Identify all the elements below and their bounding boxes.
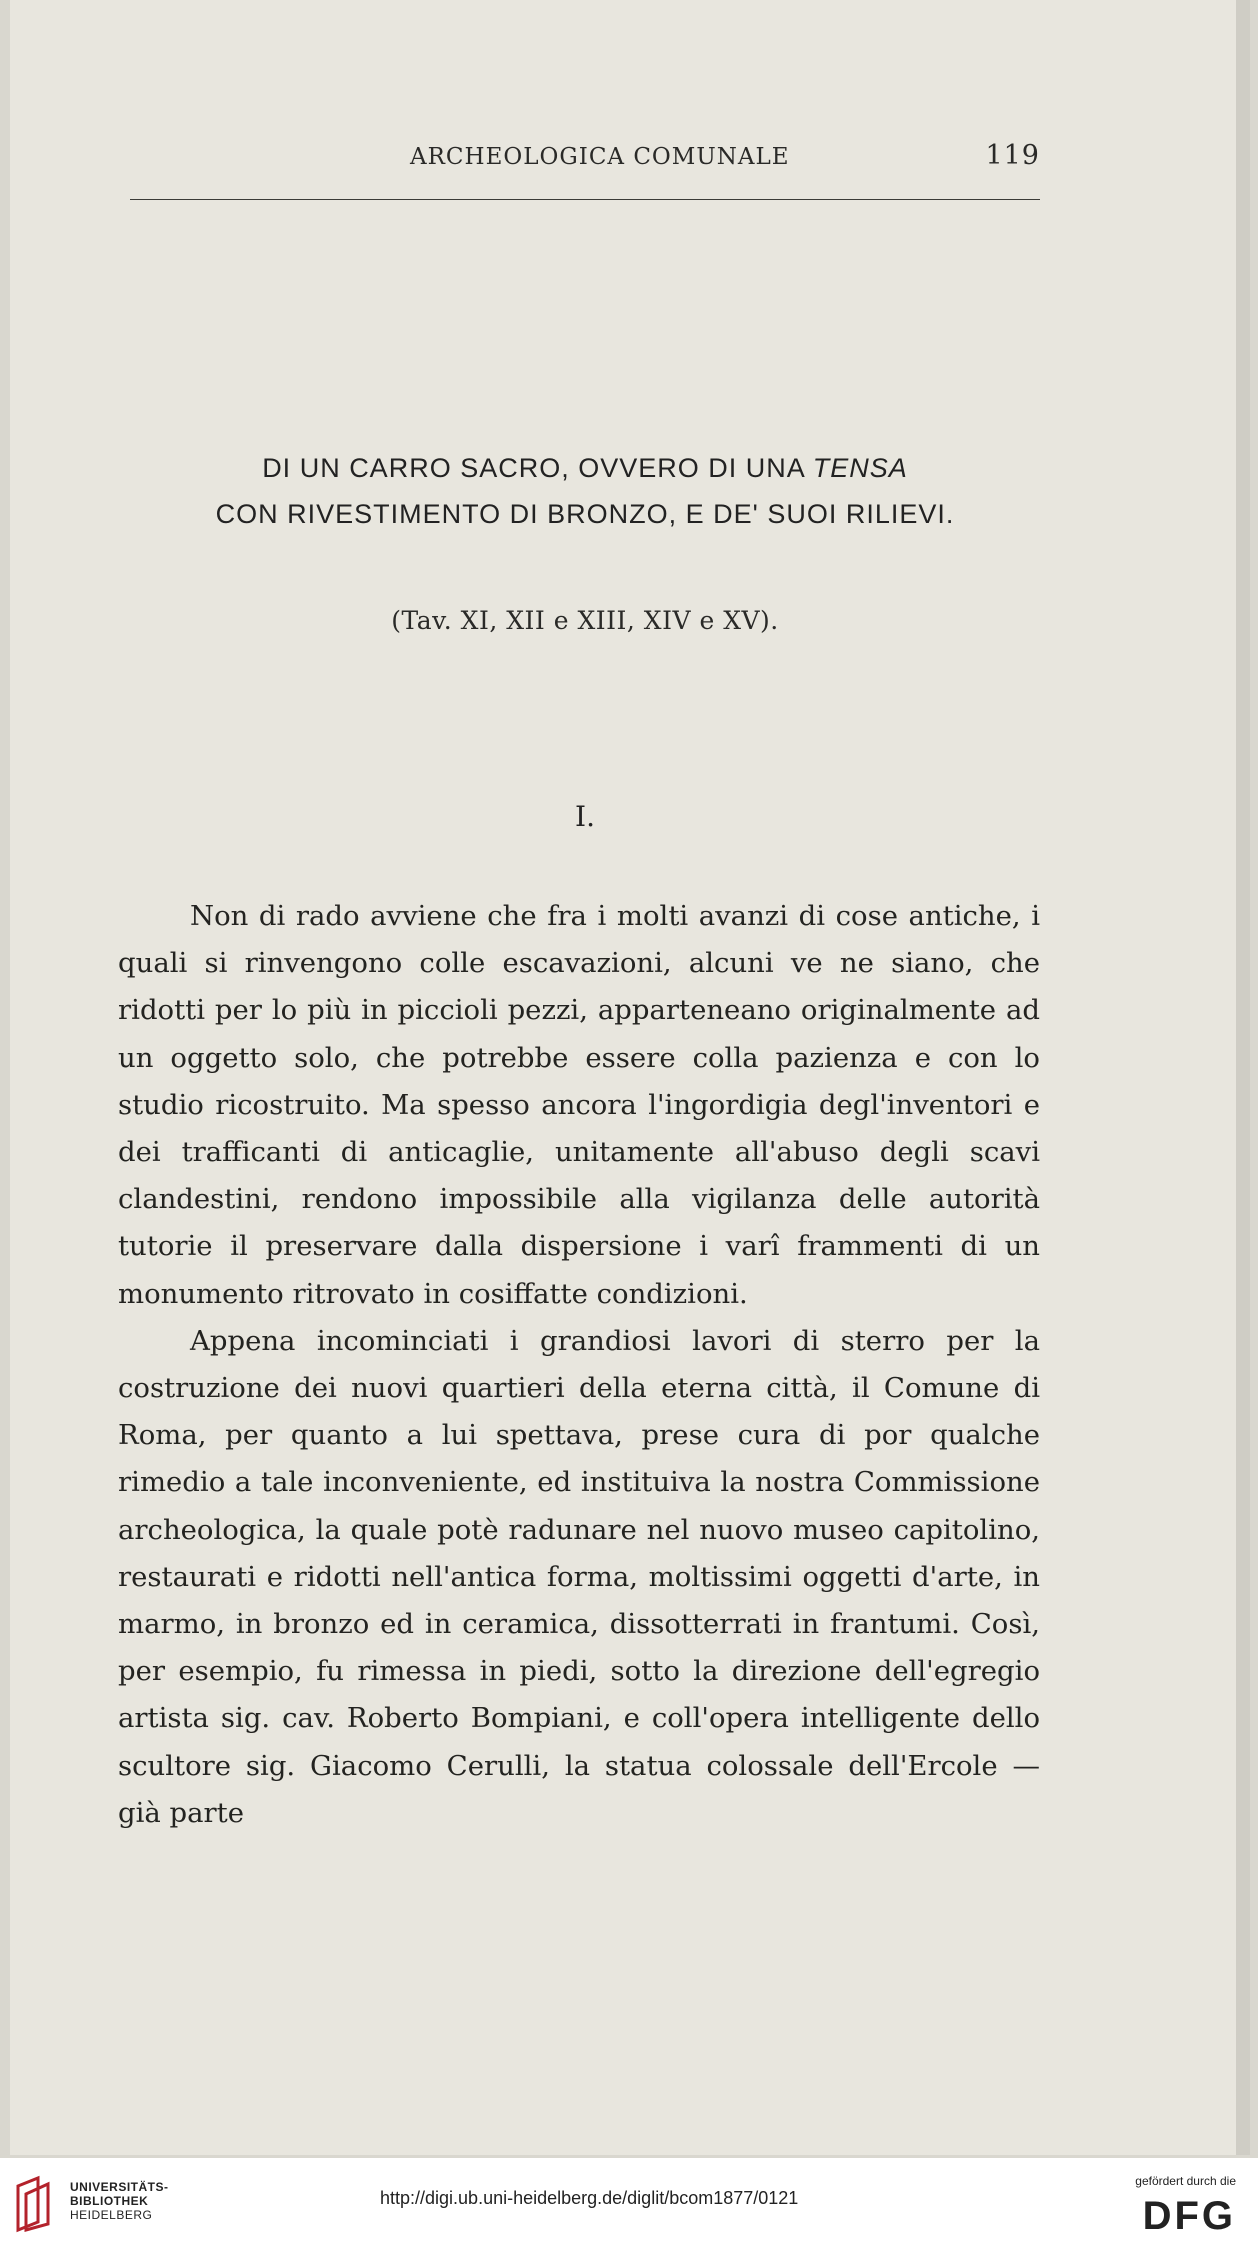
header-rule xyxy=(130,199,1040,200)
page-edge xyxy=(1236,0,1250,2155)
title-line-1-text: DI UN CARRO SACRO, OVVERO DI UNA xyxy=(262,453,813,483)
library-name-line-1: UNIVERSITÄTS- xyxy=(70,2180,169,2194)
running-head xyxy=(130,140,1040,180)
page-number: 119 xyxy=(985,140,1040,171)
title-italic-word: TENSA xyxy=(812,453,908,483)
title-line-2: CON RIVESTIMENTO DI BRONZO, E DE' SUOI RILIEVI. xyxy=(215,499,955,529)
dfg-logo: DFG xyxy=(1142,2194,1236,2238)
title-line-1 xyxy=(130,445,1040,491)
funding-caption: gefördert durch die xyxy=(1135,2174,1236,2188)
library-logo-icon xyxy=(14,2174,58,2234)
paragraph-2: Appena incominciati i grandiosi lavori di sterro per la costruzione dei nuovi quartieri della eterna città, il Comune di Roma, per quanto a lui spettava, prese cura di por qualche rimedio a tale inconveniente, ed instituiva la nostra Commissione archeologica, la quale potè radunare nel nuovo museo capitolino, restaurati e ridotti nell'antica forma, moltissimi oggetti d'arte, in marmo, in bronzo ed in ceramica, dissotterrati in frantumi. Così, per esempio, fu rimessa in piedi, sotto la direzione dell'egregio artista sig. cav. Roberto Bompiani, e coll'opera intelligente dello scultore sig. Giacomo Cerulli, la statua colossale dell'Ercole — già parte xyxy=(118,1324,1040,1829)
running-title: ARCHEOLOGICA COMUNALE xyxy=(410,144,790,170)
library-name-line-2: BIBLIOTHEK xyxy=(70,2194,149,2208)
footer-bar xyxy=(0,2158,1258,2247)
library-name xyxy=(70,2180,169,2222)
permalink-url[interactable]: http://digi.ub.uni-heidelberg.de/diglit/bcom1877/0121 xyxy=(380,2188,799,2208)
library-name-line-3: HEIDELBERG xyxy=(70,2208,153,2222)
body-text xyxy=(118,893,1040,1837)
plates-reference: (Tav. XI, XII e XIII, XIV e XV). xyxy=(391,606,779,635)
section-numeral: I. xyxy=(575,800,595,833)
paragraph-1: Non di rado avviene che fra i molti avanzi di cose antiche, i quali si rinvengono colle escavazioni, alcuni ve ne siano, che ridotti per lo più in piccioli pezzi, apparteneano originalmente ad un oggetto solo, che potrebbe essere colla pazienza e con lo studio ricostruito. Ma spesso ancora l'ingordigia degl'inventori e dei trafficanti di anticaglie, unitamente all'abuso degli scavi clandestini, rendono impossibile alla vigilanza delle autorità tutorie il preservare dalla dispersione i varî frammenti di un monumento ritrovato in cosiffatte condizioni. xyxy=(118,900,1040,1310)
article-title xyxy=(130,445,1040,537)
